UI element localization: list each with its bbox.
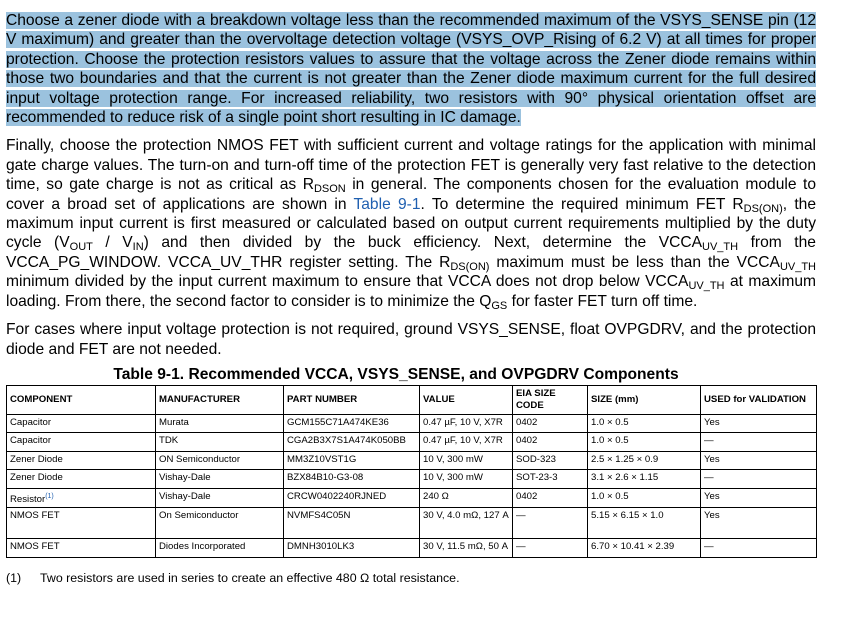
cell-component: Zener Diode	[7, 451, 156, 470]
cell-validation: Yes	[701, 451, 817, 470]
table-row	[7, 433, 817, 452]
cell-component: NMOS FET	[7, 539, 156, 558]
cell-eia-size: —	[513, 508, 588, 539]
table-row	[7, 414, 817, 433]
table-9-1-link[interactable]: Table 9-1	[353, 195, 421, 213]
footnote-number: (1)	[6, 570, 22, 585]
cell-component: Capacitor	[7, 433, 156, 452]
table-row	[7, 539, 817, 558]
table-row	[7, 451, 817, 470]
cell-eia-size: 0402	[513, 414, 588, 433]
cell-value: 30 V, 4.0 mΩ, 127 A	[420, 508, 513, 539]
header-eia-size-code: EIA SIZE CODE	[513, 385, 588, 414]
paragraph-no-protection: For cases where input voltage protection is not required, ground VSYS_SENSE, float OVPGDRV, and the protection diode and FET are not needed.	[6, 321, 816, 358]
cell-manufacturer: Vishay-Dale	[156, 488, 284, 508]
header-size-mm: SIZE (mm)	[588, 385, 701, 414]
cell-value: 30 V, 11.5 mΩ, 50 A	[420, 539, 513, 558]
cell-validation: Yes	[701, 508, 817, 539]
selected-text-highlight[interactable]: Choose a zener diode with a breakdown voltage less than the recommended maximum of the VSYS_SENSE pin (12 V maximum) and greater than the overvoltage detection voltage (VSYS_OVP_Rising of 6.2 V) at all times for proper protection. Choose the protection resistors values to assure that the voltage across the Zener diode remains within those two boundaries and that the current is not greater than the Zener diode maximum current for the full desired input voltage protection range. For increased reliability, two resistors with 90° physical orientation offset are recommended to reduce risk of a single point short resulting in IC damage.	[6, 12, 816, 127]
cell-manufacturer: Vishay-Dale	[156, 470, 284, 489]
cell-eia-size: —	[513, 539, 588, 558]
document-page	[6, 0, 816, 586]
cell-validation: Yes	[701, 488, 817, 508]
cell-component: Resistor$^{(1)}$	[7, 488, 156, 508]
cell-size-mm: 6.70 × 10.41 × 2.39	[588, 539, 701, 558]
header-manufacturer: MANUFACTURER	[156, 385, 284, 414]
cell-part-number: MM3Z10VST1G	[284, 451, 420, 470]
cell-manufacturer: Murata	[156, 414, 284, 433]
cell-size-mm: 3.1 × 2.6 × 1.15	[588, 470, 701, 489]
header-value: VALUE	[420, 385, 513, 414]
header-component: COMPONENT	[7, 385, 156, 414]
paragraph-nmos-fet-selection: Finally, choose the protection NMOS FET with sufficient current and voltage ratings for the application with minimal gate charge values. The turn-on and turn-off time of the protection FET is generally very fast relative to the detection time, so gate charge is not as critical as $R_{DSON}$ in general. The components chosen for the evaluation module to cover a broad set of applications are shown in Table 9-1. To determine the required minimum FET $R_{DS(ON)}$, the maximum input current is first measured or calculated based on output current requirements multiplied by the duty cycle $(V_{OUT} / V_{IN})$ and then divided by the buck efficiency. Next, determine the $VCCA_{UV\_TH}$ from the VCCA_PG_WINDOW. VCCA_UV_THR register setting. The $R_{DS(ON)}$ maximum must be less than the $VCCA_{UV\_TH}$ minimum divided by the input current maximum to ensure that VCCA does not drop below $VCCA_{UV\_TH}$ at maximum loading. From there, the second factor to consider is to minimize the $Q_{GS}$ for faster FET turn off time.	[6, 137, 816, 312]
header-part-number: PART NUMBER	[284, 385, 420, 414]
table-title: Table 9-1. Recommended VCCA, VSYS_SENSE, and OVPGDRV Components	[113, 365, 679, 383]
cell-eia-size: 0402	[513, 433, 588, 452]
cell-manufacturer: TDK	[156, 433, 284, 452]
cell-size-mm: 1.0 × 0.5	[588, 488, 701, 508]
cell-eia-size: SOD-323	[513, 451, 588, 470]
cell-eia-size: 0402	[513, 488, 588, 508]
cell-size-mm: 5.15 × 6.15 × 1.0	[588, 508, 701, 539]
cell-validation: —	[701, 539, 817, 558]
cell-component: NMOS FET	[7, 508, 156, 539]
cell-eia-size: SOT-23-3	[513, 470, 588, 489]
cell-validation: Yes	[701, 414, 817, 433]
table-row	[7, 508, 817, 539]
components-table	[6, 385, 817, 558]
cell-manufacturer: On Semiconductor	[156, 508, 284, 539]
cell-part-number: CRCW0402240RJNED	[284, 488, 420, 508]
cell-part-number: CGA2B3X7S1A474K050BB	[284, 433, 420, 452]
cell-part-number: BZX84B10-G3-08	[284, 470, 420, 489]
footnote-text: Two resistors are used in series to create an effective 480 Ω total resistance.	[40, 570, 460, 585]
table-footnote	[6, 571, 816, 586]
cell-manufacturer: Diodes Incorporated	[156, 539, 284, 558]
table-header-row	[7, 385, 817, 414]
cell-part-number: GCM155C71A474KE36	[284, 414, 420, 433]
cell-part-number: NVMFS4C05N	[284, 508, 420, 539]
table-row	[7, 488, 817, 508]
cell-size-mm: 2.5 × 1.25 × 0.9	[588, 451, 701, 470]
cell-validation: —	[701, 470, 817, 489]
cell-validation: —	[701, 433, 817, 452]
clipped-line-above	[6, 0, 816, 6]
header-used-for-validation: USED for VALIDATION	[701, 385, 817, 414]
cell-value: 0.47 µF, 10 V, X7R	[420, 433, 513, 452]
cell-manufacturer: ON Semiconductor	[156, 451, 284, 470]
table-row	[7, 470, 817, 489]
footnote-ref-link[interactable]: (1)	[45, 492, 54, 500]
cell-part-number: DMNH3010LK3	[284, 539, 420, 558]
cell-value: 0.47 µF, 10 V, X7R	[420, 414, 513, 433]
cell-size-mm: 1.0 × 0.5	[588, 414, 701, 433]
cell-size-mm: 1.0 × 0.5	[588, 433, 701, 452]
cell-component: Zener Diode	[7, 470, 156, 489]
cell-component: Capacitor	[7, 414, 156, 433]
cell-value: 240 Ω	[420, 488, 513, 508]
paragraph-zener-selection[interactable]	[6, 11, 816, 127]
cell-value: 10 V, 300 mW	[420, 451, 513, 470]
cell-value: 10 V, 300 mW	[420, 470, 513, 489]
